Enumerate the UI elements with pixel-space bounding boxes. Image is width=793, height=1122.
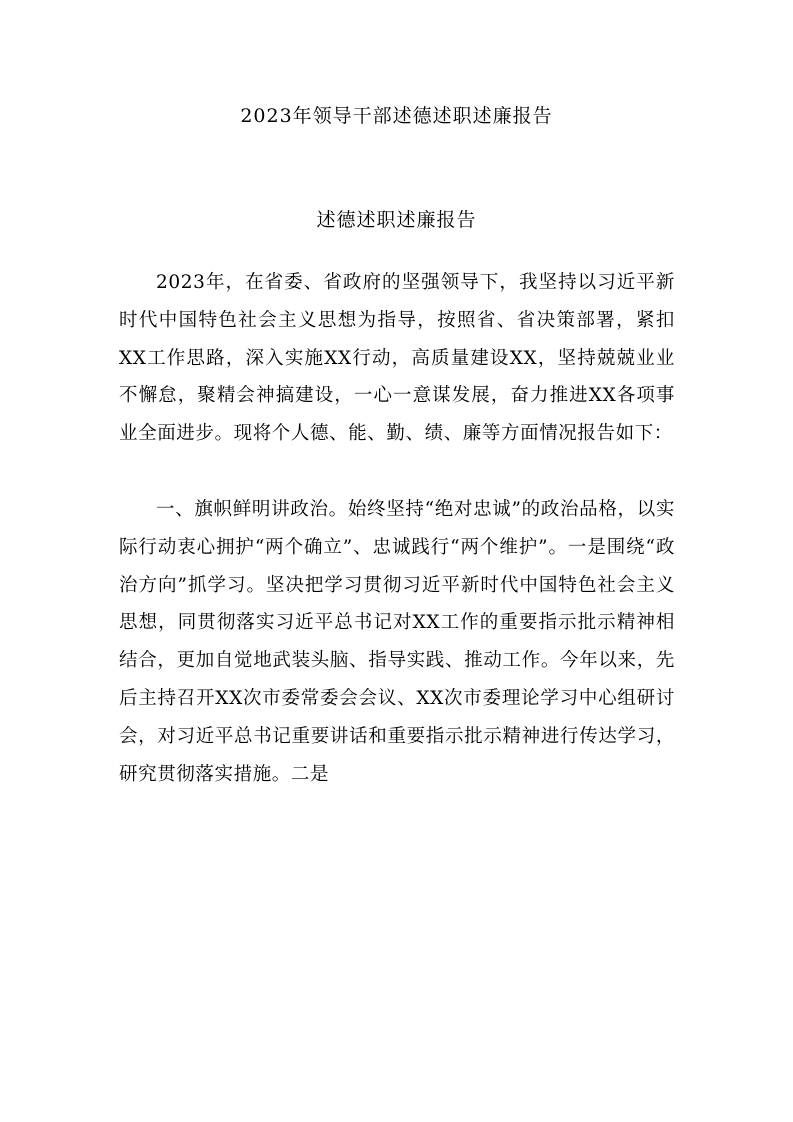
intro-paragraph: 2023年，在省委、省政府的坚强领导下，我坚持以习近平新时代中国特色社会主义思想为指导，按照省、省决策部署，紧扣XX工作思路，深入实施XX行动，高质量建设XX，坚持兢兢业业不懈怠，聚精会神搞建设，一心一意谋发展，奋力推进XX各项事业全面进步。现将个人德、能、勤、绩、廉等方面情况报告如下： (119, 272, 675, 445)
document-title: 2023年领导干部述德述职述廉报告 (240, 105, 553, 127)
report-body (119, 264, 675, 793)
politics-section-paragraph: 一、旗帜鲜明讲政治。始终坚持“绝对忠诚”的政治品格，以实际行动衷心拥护“两个确立”、忠诚践行“两个维护”。一是围绕“政治方向”抓学习。坚决把学习贯彻习近平新时代中国特色社会主义思想，同贯彻落实习近平总书记对XX工作的重要指示批示精神相结合，更加自觉地武装头脑、指导实践、推动工作。今年以来，先后主持召开XX次市委常委会会议、XX次市委理论学习中心组研讨会，对习近平总书记重要讲话和重要指示批示精神进行传达学习，研究贯彻落实措施。二是 (119, 498, 675, 785)
report-subtitle: 述德述职述廉报告 (316, 209, 477, 231)
